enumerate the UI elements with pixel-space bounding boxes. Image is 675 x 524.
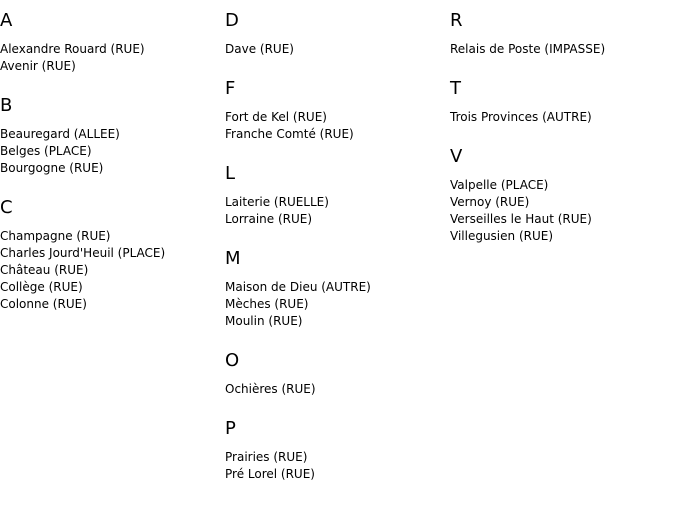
letter-group xyxy=(225,248,445,330)
letter-heading: P xyxy=(225,418,236,439)
letter-heading: V xyxy=(450,146,463,167)
street-link[interactable]: Ochières (RUE) xyxy=(225,382,316,396)
street-list xyxy=(450,41,670,58)
street-list xyxy=(225,41,445,58)
directory-column xyxy=(225,0,445,483)
street-link[interactable]: Colonne (RUE) xyxy=(0,297,87,311)
letter-heading: B xyxy=(0,95,13,116)
letter-heading: M xyxy=(225,248,241,269)
street-link[interactable]: Avenir (RUE) xyxy=(0,59,76,73)
street-link[interactable]: Beauregard (ALLEE) xyxy=(0,127,120,141)
street-link[interactable]: Mèches (RUE) xyxy=(225,297,309,311)
street-list xyxy=(225,449,445,483)
letter-heading: D xyxy=(225,10,239,31)
street-link[interactable]: Collège (RUE) xyxy=(0,280,83,294)
letter-group xyxy=(225,163,445,228)
street-list xyxy=(0,41,220,75)
directory-column xyxy=(0,0,220,313)
letter-group xyxy=(450,10,670,58)
letter-heading: C xyxy=(0,197,13,218)
street-list xyxy=(450,177,670,245)
directory-column xyxy=(450,0,670,245)
street-link[interactable]: Champagne (RUE) xyxy=(0,229,111,243)
letter-group xyxy=(450,146,670,245)
letter-group xyxy=(225,418,445,483)
street-link[interactable]: Charles Jourd'Heuil (PLACE) xyxy=(0,246,166,260)
street-link[interactable]: Relais de Poste (IMPASSE) xyxy=(450,42,606,56)
letter-heading: R xyxy=(450,10,463,31)
street-link[interactable]: Valpelle (PLACE) xyxy=(450,178,549,192)
street-list xyxy=(225,279,445,330)
letter-group xyxy=(0,197,220,313)
street-list xyxy=(450,109,670,126)
letter-group xyxy=(225,10,445,58)
street-link[interactable]: Verseilles le Haut (RUE) xyxy=(450,212,592,226)
street-list xyxy=(225,109,445,143)
street-list xyxy=(0,126,220,177)
street-link[interactable]: Alexandre Rouard (RUE) xyxy=(0,42,145,56)
street-link[interactable]: Belges (PLACE) xyxy=(0,144,92,158)
street-link[interactable]: Maison de Dieu (AUTRE) xyxy=(225,280,371,294)
letter-group xyxy=(0,10,220,75)
letter-group xyxy=(450,78,670,126)
letter-heading: A xyxy=(0,10,13,31)
street-link[interactable]: Laiterie (RUELLE) xyxy=(225,195,329,209)
letter-group xyxy=(225,78,445,143)
letter-group xyxy=(225,350,445,398)
street-link[interactable]: Château (RUE) xyxy=(0,263,89,277)
street-link[interactable]: Franche Comté (RUE) xyxy=(225,127,354,141)
street-link[interactable]: Pré Lorel (RUE) xyxy=(225,467,315,481)
letter-heading: F xyxy=(225,78,236,99)
street-link[interactable]: Villegusien (RUE) xyxy=(450,229,554,243)
street-link[interactable]: Trois Provinces (AUTRE) xyxy=(450,110,592,124)
letter-group xyxy=(0,95,220,177)
street-link[interactable]: Vernoy (RUE) xyxy=(450,195,530,209)
street-link[interactable]: Prairies (RUE) xyxy=(225,450,308,464)
street-list xyxy=(0,228,220,313)
street-list xyxy=(225,381,445,398)
street-link[interactable]: Lorraine (RUE) xyxy=(225,212,313,226)
street-link[interactable]: Moulin (RUE) xyxy=(225,314,303,328)
street-link[interactable]: Dave (RUE) xyxy=(225,42,294,56)
street-link[interactable]: Bourgogne (RUE) xyxy=(0,161,104,175)
street-link[interactable]: Fort de Kel (RUE) xyxy=(225,110,327,124)
street-list xyxy=(225,194,445,228)
letter-heading: T xyxy=(450,78,461,99)
letter-heading: O xyxy=(225,350,240,371)
letter-heading: L xyxy=(225,163,236,184)
